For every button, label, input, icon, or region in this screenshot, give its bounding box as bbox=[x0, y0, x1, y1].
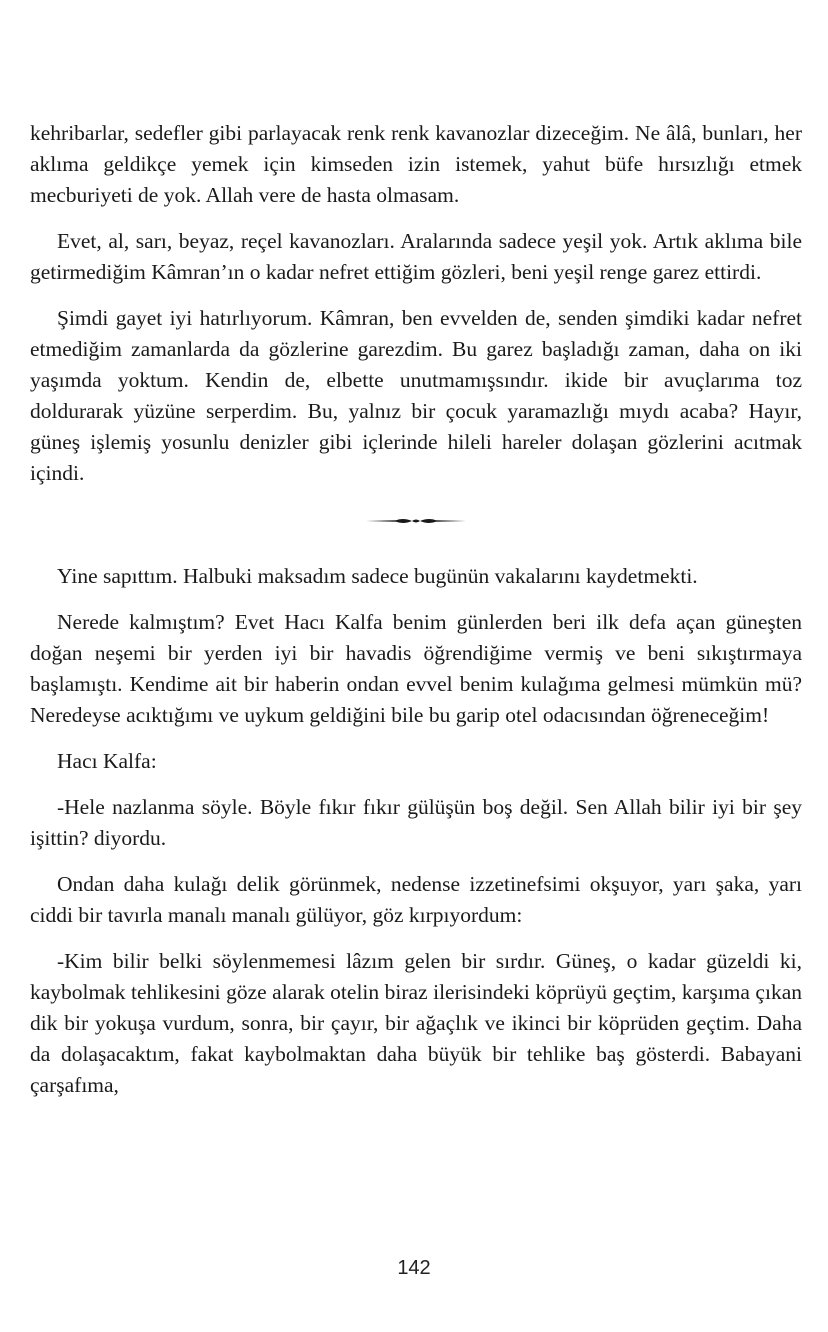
paragraph: Şimdi gayet iyi hatırlıyorum. Kâmran, ben evvelden de, senden şimdiki kadar nefret etmediğim zamanlarda da gözlerine garezdim. Bu garez başladığı zaman, daha on iki yaşımda yoktum. Kendin de, elbette unutmamışsındır. ikide bir avuçlarıma toz doldurarak yüzüne serperdim. Bu, yalnız bir çocuk yaramazlığı mıydı acaba? Hayır, güneş işlemiş yosunlu denizler gibi içlerinde hileli hareler dolaşan gözlerini acıtmak içindi. bbox=[30, 306, 802, 485]
paragraph: -Hele nazlanma söyle. Böyle fıkır fıkır gülüşün boş değil. Sen Allah bilir iyi bir şey işittin? diyordu. bbox=[30, 795, 802, 850]
paragraph: -Kim bilir belki söylenmemesi lâzım gelen bir sırdır. Güneş, o kadar güzeldi ki, kaybolmak tehlikesini göze alarak otelin biraz ilerisindeki köprüyü geçtim, karşıma çıkan dik bir yokuşa vurdum, sonra, bir çayır, bir ağaçlık ve ikinci bir köprüden geçtim. Daha da dolaşacaktım, fakat kaybolmaktan daha büyük bir tehlike baş gösterdi. Babayani çarşafıma, bbox=[30, 949, 802, 1097]
page-number: 142 bbox=[397, 1257, 431, 1279]
paragraph: Nerede kalmıştım? Evet Hacı Kalfa benim günlerden beri ilk defa açan güneşten doğan neşemi bir yerden iyi bir havadis öğrendiğime vermiş ve beni sıkıştırmaya başlamıştı. Kendime ait bir haberin ondan evvel benim kulağıma gelmesi mümkün mü? Neredeyse acıktığımı ve uykum geldiğini bile bu garip otel odacısından öğreneceğim! bbox=[30, 610, 802, 727]
paragraph: kehribarlar, sedefler gibi parlayacak renk renk kavanozlar dizeceğim. Ne âlâ, bunları, her aklıma geldikçe yemek için kimseden izin istemek, yahut büfe hırsızlığı etmek mecburiyeti de yok. Allah vere de hasta olmasam. bbox=[30, 121, 802, 207]
paragraph: Evet, al, sarı, beyaz, reçel kavanozları. Aralarında sadece yeşil yok. Artık aklıma bile getirmediğim Kâmran’ın o kadar nefret ettiğim gözleri, beni yeşil renge garez ettirdi. bbox=[30, 229, 802, 284]
paragraph: Ondan daha kulağı delik görünmek, nedense izzetinefsimi okşuyor, yarı şaka, yarı ciddi bir tavırla manalı manalı gülüyor, göz kırpıyordum: bbox=[30, 872, 802, 927]
section-divider-ornament-icon bbox=[30, 515, 802, 527]
paragraph: Hacı Kalfa: bbox=[57, 749, 157, 773]
page-body bbox=[30, 118, 802, 1116]
paragraph: Yine sapıttım. Halbuki maksadım sadece bugünün vakalarını kaydetmekti. bbox=[57, 564, 698, 588]
